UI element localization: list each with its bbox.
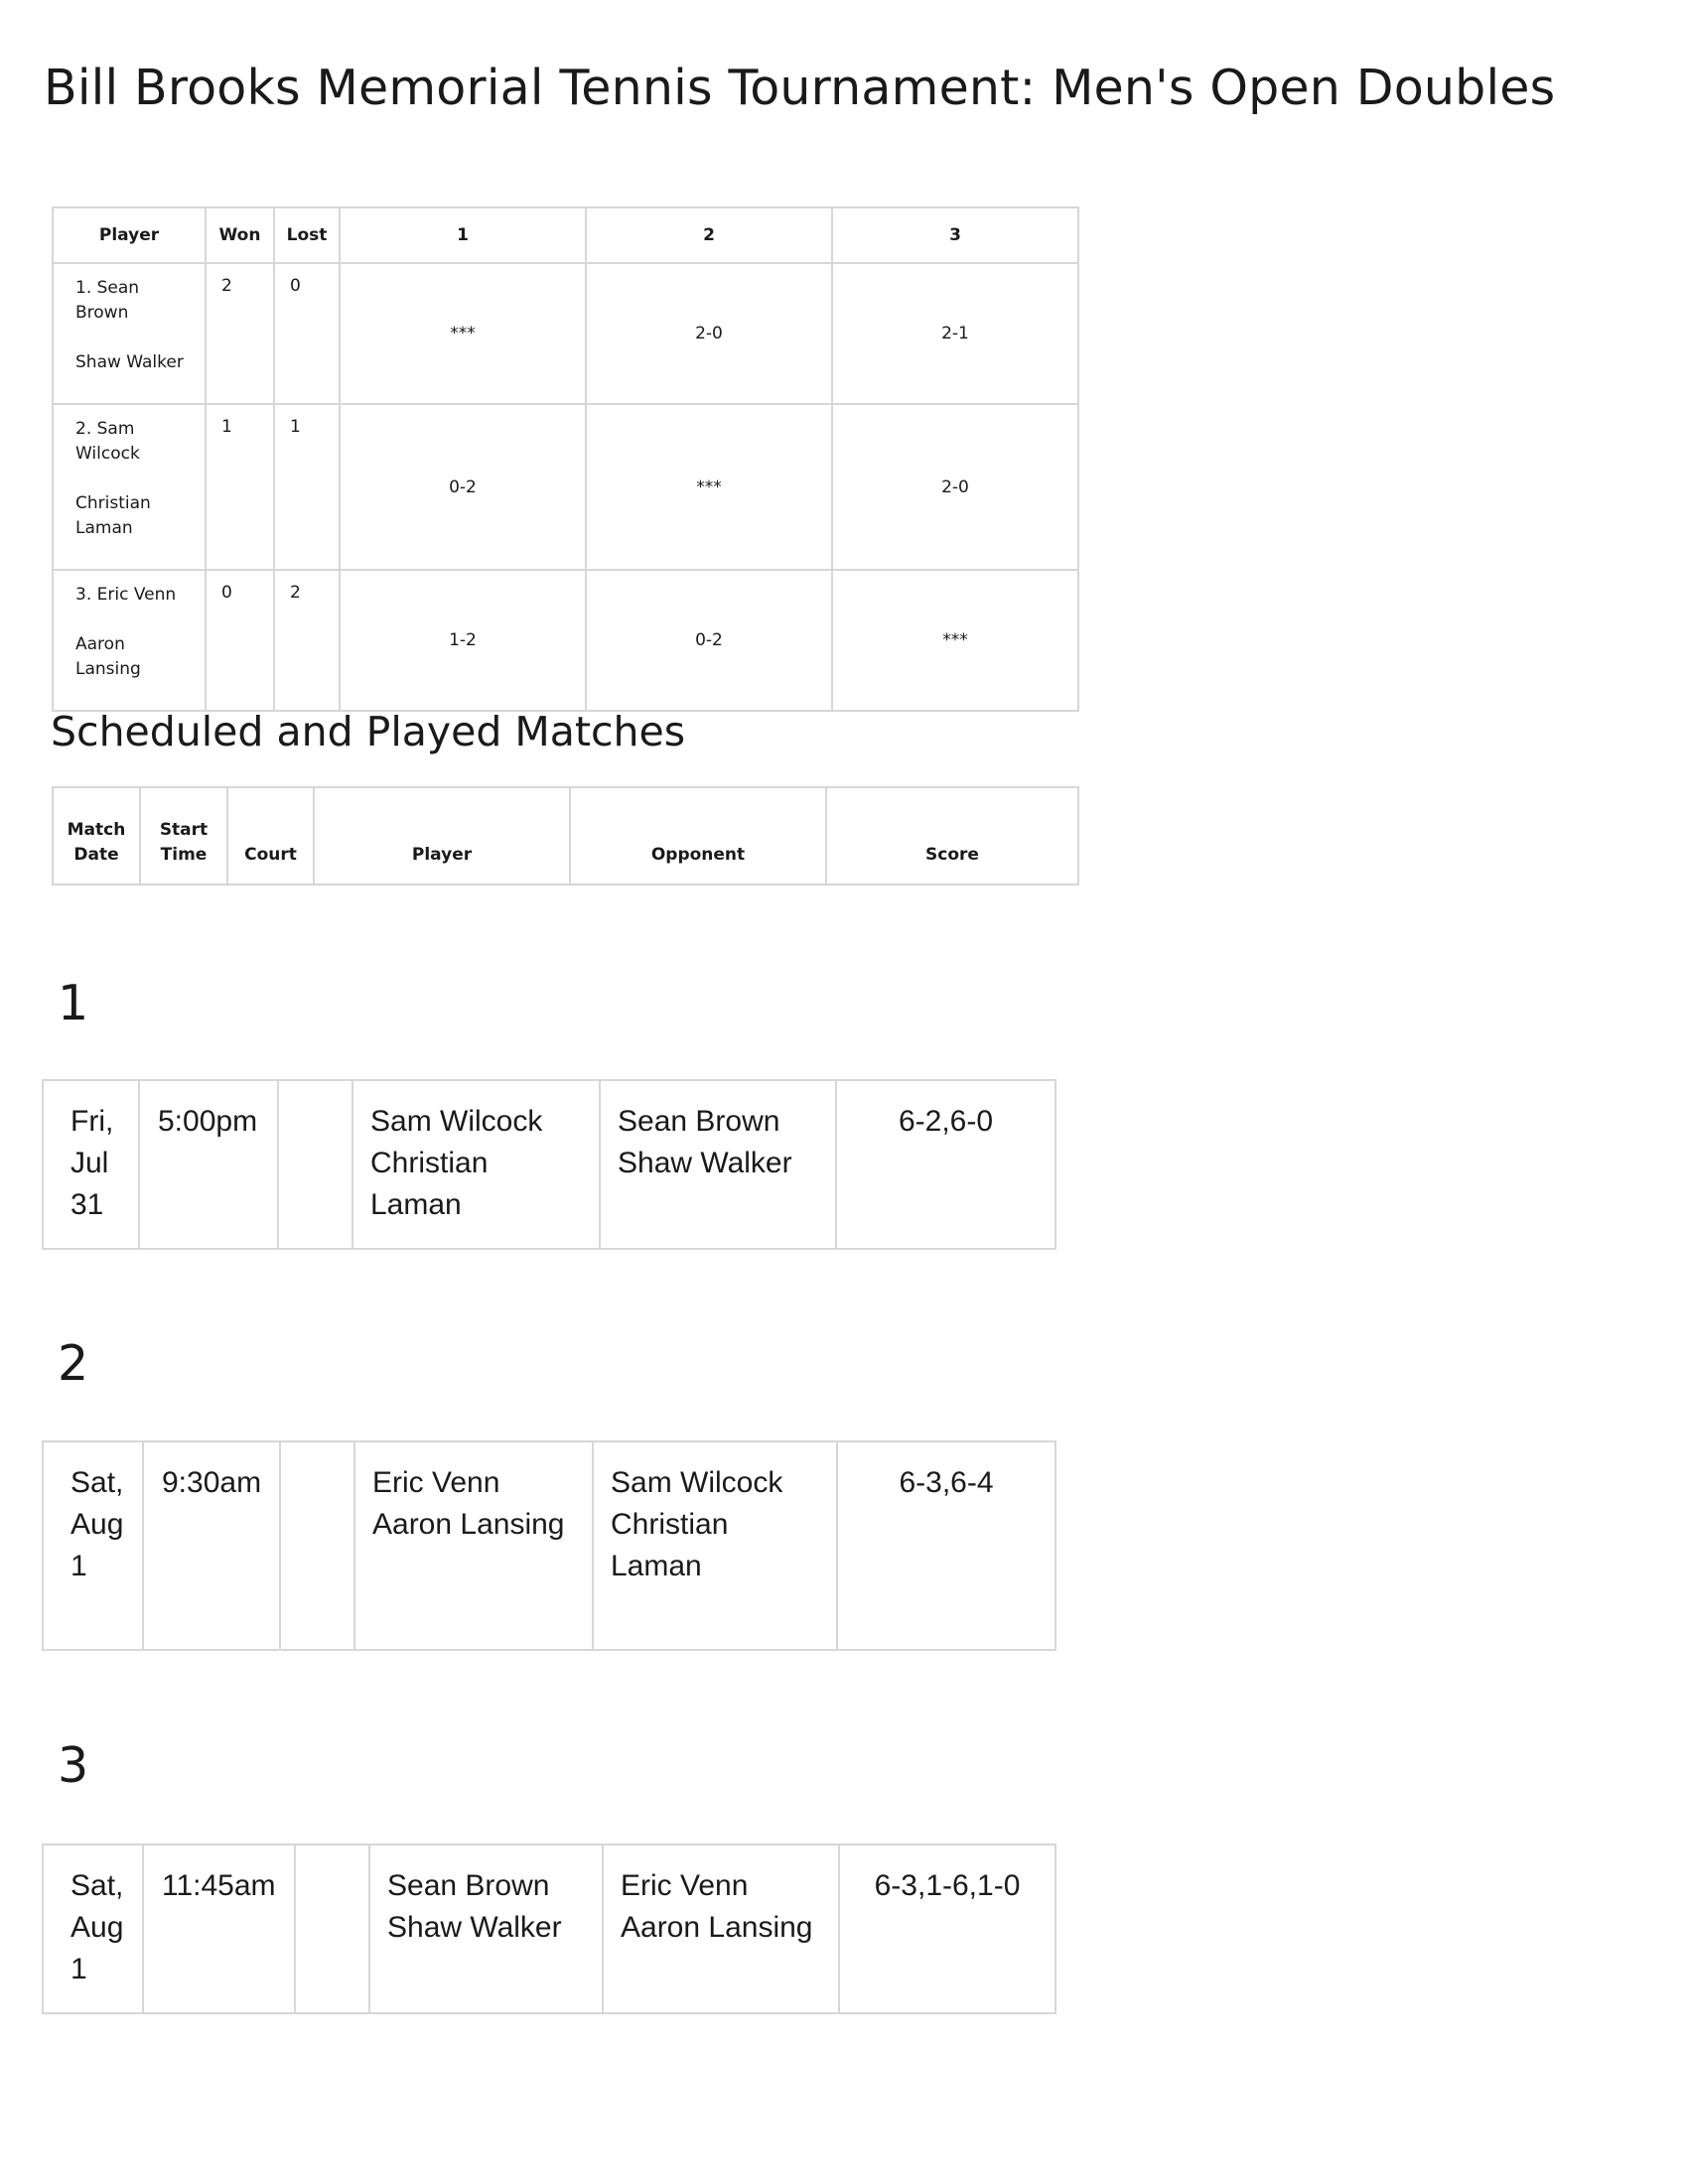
column-header-player: Player	[314, 787, 570, 885]
match-row	[43, 1844, 1055, 2013]
player-line: Sam Wilcock	[370, 1105, 543, 1138]
opponent-line: Laman	[611, 1550, 702, 1582]
date-line: Aug	[70, 1508, 124, 1541]
standings-row	[53, 570, 1078, 711]
match-table	[42, 1440, 1056, 1651]
standings-row	[53, 263, 1078, 404]
section-title-schedule: Scheduled and Played Matches	[51, 708, 686, 755]
result-cell: 2-0	[832, 404, 1078, 570]
date-line: Sat,	[70, 1869, 124, 1902]
round-label: 3	[58, 1737, 89, 1794]
player-cell	[369, 1844, 603, 2013]
date-line: 1	[70, 1550, 87, 1582]
opponent-line: Christian	[611, 1508, 729, 1541]
column-header-opponent-2: 2	[586, 207, 832, 263]
column-header-opponent-1: 1	[340, 207, 586, 263]
player-line: Shaw Walker	[387, 1911, 562, 1944]
player-name-line: 2. Sam	[75, 419, 135, 439]
match-date-cell	[43, 1441, 143, 1650]
date-line: Sat,	[70, 1466, 124, 1499]
court-cell	[280, 1441, 354, 1650]
header-line: Start	[159, 820, 209, 840]
standings-header-row	[53, 207, 1078, 263]
column-header-score: Score	[826, 787, 1078, 885]
score-cell: 6-3,1-6,1-0	[839, 1844, 1055, 2013]
result-cell: ***	[832, 570, 1078, 711]
team-cell	[53, 263, 206, 404]
match-table	[42, 1843, 1056, 2014]
header-line: Time	[160, 845, 208, 865]
match-date-cell	[43, 1844, 143, 2013]
lost-cell: 2	[274, 570, 340, 711]
opponent-line: Aaron Lansing	[621, 1911, 813, 1944]
result-cell: 2-0	[586, 263, 832, 404]
start-time-cell: 9:30am	[143, 1441, 280, 1650]
opponent-cell	[600, 1080, 836, 1249]
partner-name-line: Christian	[75, 493, 151, 513]
player-cell	[352, 1080, 600, 1249]
opponent-line: Sam Wilcock	[611, 1466, 783, 1499]
opponent-cell	[593, 1441, 837, 1650]
score-cell: 6-3,6-4	[837, 1441, 1055, 1650]
start-time-cell: 11:45am	[143, 1844, 295, 2013]
match-table	[42, 1079, 1056, 1250]
lost-cell: 1	[274, 404, 340, 570]
column-header-opponent-3: 3	[832, 207, 1078, 263]
result-cell: 0-2	[586, 570, 832, 711]
result-cell: 0-2	[340, 404, 586, 570]
player-line: Christian	[370, 1147, 489, 1179]
player-name-line: 3. Eric Venn	[75, 585, 177, 605]
player-line: Eric Venn	[372, 1466, 500, 1499]
court-cell	[278, 1080, 352, 1249]
date-line: Aug	[70, 1911, 124, 1944]
court-cell	[295, 1844, 369, 2013]
column-header-player: Player	[53, 207, 206, 263]
date-line: 31	[70, 1188, 104, 1221]
won-cell: 0	[206, 570, 274, 711]
lost-cell: 0	[274, 263, 340, 404]
date-line: Jul	[70, 1147, 109, 1179]
round-label: 1	[58, 975, 89, 1031]
team-cell	[53, 570, 206, 711]
page-title: Bill Brooks Memorial Tennis Tournament: Men's Open Doubles	[44, 60, 1556, 116]
column-header-won: Won	[206, 207, 274, 263]
partner-name-line: Shaw Walker	[75, 352, 184, 372]
standings-row	[53, 404, 1078, 570]
opponent-line: Shaw Walker	[618, 1147, 792, 1179]
player-name-line: Wilcock	[75, 444, 140, 464]
round-label: 2	[58, 1335, 89, 1392]
result-cell: ***	[340, 263, 586, 404]
player-line: Aaron Lansing	[372, 1508, 565, 1541]
column-header-opponent: Opponent	[570, 787, 826, 885]
schedule-header-row	[53, 787, 1078, 885]
player-name-line: 1. Sean	[75, 278, 140, 298]
date-line: Fri,	[70, 1105, 114, 1138]
column-header-court: Court	[227, 787, 314, 885]
won-cell: 1	[206, 404, 274, 570]
score-cell: 6-2,6-0	[836, 1080, 1055, 1249]
header-line: Date	[73, 845, 119, 865]
partner-name-line: Laman	[75, 518, 133, 538]
player-name-line: Brown	[75, 303, 129, 323]
opponent-cell	[603, 1844, 839, 2013]
result-cell: 2-1	[832, 263, 1078, 404]
player-cell	[354, 1441, 593, 1650]
column-header-start-time	[140, 787, 227, 885]
match-date-cell	[43, 1080, 139, 1249]
column-header-match-date	[53, 787, 140, 885]
schedule-header-table	[52, 786, 1079, 886]
standings-table	[52, 206, 1079, 712]
date-line: 1	[70, 1953, 87, 1985]
column-header-lost: Lost	[274, 207, 340, 263]
opponent-line: Eric Venn	[621, 1869, 749, 1902]
player-line: Laman	[370, 1188, 462, 1221]
header-line: Match	[67, 820, 126, 840]
partner-name-line: Aaron	[75, 634, 125, 654]
result-cell: 1-2	[340, 570, 586, 711]
opponent-line: Sean Brown	[618, 1105, 780, 1138]
match-row	[43, 1080, 1055, 1249]
partner-name-line: Lansing	[75, 659, 141, 679]
won-cell: 2	[206, 263, 274, 404]
result-cell: ***	[586, 404, 832, 570]
player-line: Sean Brown	[387, 1869, 550, 1902]
match-row	[43, 1441, 1055, 1650]
start-time-cell: 5:00pm	[139, 1080, 278, 1249]
team-cell	[53, 404, 206, 570]
